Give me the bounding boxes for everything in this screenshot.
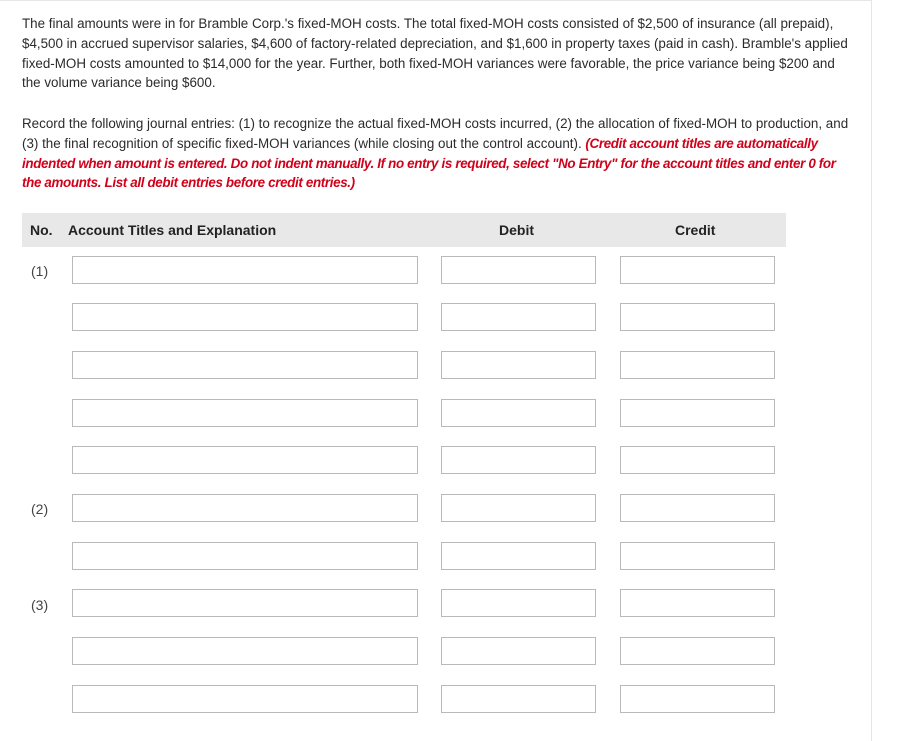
header-credit: Credit: [675, 222, 716, 238]
account-title-input[interactable]: [72, 446, 418, 474]
account-title-input[interactable]: [72, 256, 418, 284]
account-title-input[interactable]: [72, 494, 418, 522]
entry-label-3: (3): [31, 597, 49, 613]
debit-input[interactable]: [441, 589, 596, 617]
instructions: [22, 114, 854, 193]
header-account: Account Titles and Explanation: [68, 222, 277, 238]
account-title-input[interactable]: [72, 589, 418, 617]
header-debit: Debit: [499, 222, 534, 238]
credit-input[interactable]: [620, 399, 775, 427]
account-title-input[interactable]: [72, 399, 418, 427]
credit-input[interactable]: [620, 256, 775, 284]
account-title-input[interactable]: [72, 542, 418, 570]
debit-input[interactable]: [441, 685, 596, 713]
debit-input[interactable]: [441, 256, 596, 284]
entry-label-2: (2): [31, 501, 49, 517]
debit-input[interactable]: [441, 303, 596, 331]
instructions-note: (Credit account titles are automatically indented when amount is entered. Do not indent manually. If no entry is required, select "No Entry" for the account titles and enter 0 for the amounts. List all debit entries before credit entries.): [22, 135, 836, 191]
credit-input[interactable]: [620, 494, 775, 522]
credit-input[interactable]: [620, 542, 775, 570]
entry-label-1: (1): [31, 263, 49, 279]
debit-input[interactable]: [441, 446, 596, 474]
debit-input[interactable]: [441, 351, 596, 379]
credit-input[interactable]: [620, 637, 775, 665]
table-header: [22, 213, 786, 247]
credit-input[interactable]: [620, 303, 775, 331]
credit-input[interactable]: [620, 446, 775, 474]
account-title-input[interactable]: [72, 685, 418, 713]
debit-input[interactable]: [441, 542, 596, 570]
credit-input[interactable]: [620, 351, 775, 379]
credit-input[interactable]: [620, 589, 775, 617]
account-title-input[interactable]: [72, 303, 418, 331]
debit-input[interactable]: [441, 399, 596, 427]
header-no: No.: [30, 222, 53, 238]
account-title-input[interactable]: [72, 637, 418, 665]
instructions-text: Record the following journal entries: (1) to recognize the actual fixed-MOH costs incurred, (2) the allocation of fixed-MOH to production, and (3) the final recognition of specific fixed-MOH variances (while closing out the control account).: [22, 116, 849, 151]
credit-input[interactable]: [620, 685, 775, 713]
problem-text: The final amounts were in for Bramble Corp.'s fixed-MOH costs. The total fixed-MOH costs consisted of $2,500 of insurance (all prepaid), $4,500 in accrued supervisor salaries, $4,600 of factory-related depreciation, and $1,600 in property taxes (paid in cash). Bramble's applied fixed-MOH costs amounted to $14,000 for the year. Further, both fixed-MOH variances were favorable, the price variance being $200 and the volume variance being $600.: [22, 16, 848, 91]
debit-input[interactable]: [441, 637, 596, 665]
debit-input[interactable]: [441, 494, 596, 522]
account-title-input[interactable]: [72, 351, 418, 379]
